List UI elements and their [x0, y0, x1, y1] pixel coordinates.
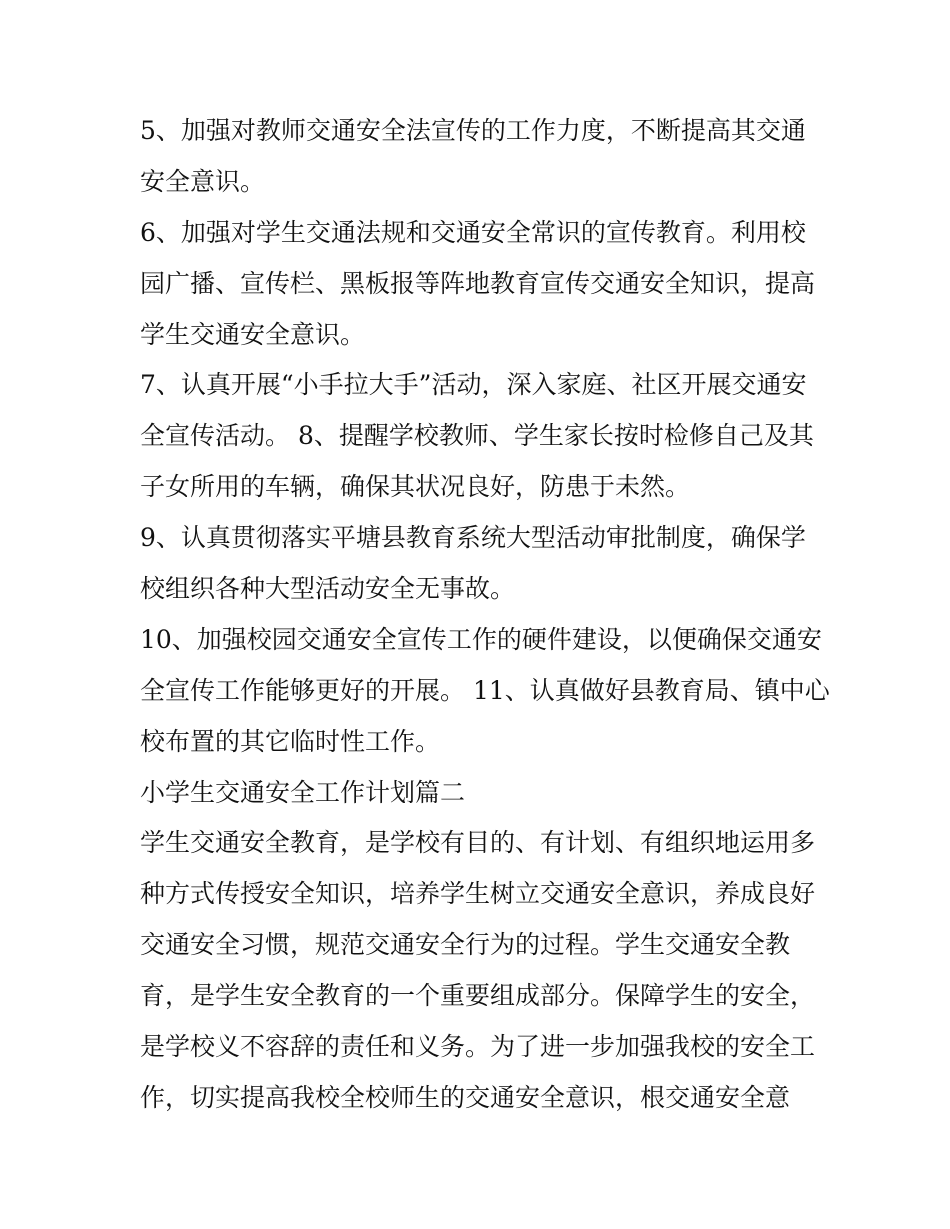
text-line: 是学校义不容辞的责任和义务。为了进一步加强我校的安全工: [140, 1032, 816, 1062]
text-line: 10、加强校园交通安全宣传工作的硬件建设，以便确保交通安: [140, 624, 822, 654]
section-heading: 小学生交通安全工作计划篇二: [140, 777, 466, 807]
text-line: 交通安全习惯，规范交通安全行为的过程。学生交通安全教: [140, 930, 791, 960]
text-line: 9、认真贯彻落实平塘县教育系统大型活动审批制度，确保学: [140, 523, 806, 553]
text-line: 6、加强对学生交通法规和交通安全常识的宣传教育。利用校: [140, 217, 806, 247]
text-line: 5、加强对教师交通安全法宣传的工作力度，不断提高其交通: [140, 116, 806, 145]
text-line: 园广播、宣传栏、黑板报等阵地教育宣传交通安全知识，提高: [140, 268, 816, 298]
text-line: 校组织各种大型活动安全无事故。: [140, 574, 516, 604]
text-line: 子女所用的车辆，确保其状况良好，防患于未然。: [140, 472, 691, 502]
text-line: 种方式传授安全知识，培养学生树立交通安全意识，养成良好: [140, 879, 816, 909]
text-line: 安全意识。: [140, 166, 266, 196]
text-line: 学生交通安全意识。: [140, 319, 366, 349]
text-line: 全宣传活动。 8、提醒学校教师、学生家长按时检修自己及其: [140, 421, 814, 451]
text-line: 作，切实提高我校全校师生的交通安全意识，根交通安全意: [140, 1082, 791, 1112]
text-line: 全宣传工作能够更好的开展。 11、认真做好县教育局、镇中心: [140, 675, 830, 705]
text-line: 校布置的其它临时性工作。: [140, 726, 441, 756]
document-body: [140, 106, 830, 1124]
text-line: 育，是学生安全教育的一个重要组成部分。保障学生的安全，: [140, 981, 816, 1011]
text-line: 7、认真开展“小手拉大手”活动，深入家庭、社区开展交通安: [140, 370, 807, 400]
text-line: 学生交通安全教育，是学校有目的、有计划、有组织地运用多: [140, 828, 816, 858]
